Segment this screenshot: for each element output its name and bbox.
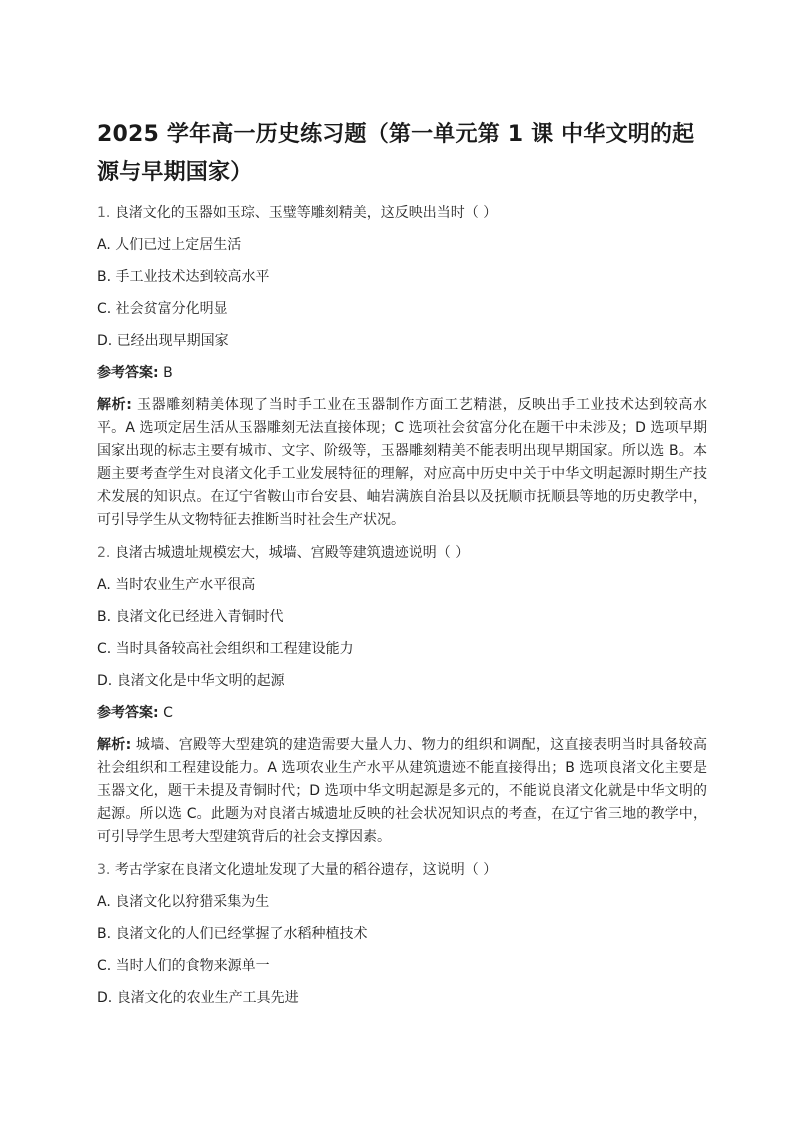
question-text: 考古学家在良渚文化遗址发现了大量的稻谷遗存，这说明（ ） [114,862,498,878]
question-3 [97,859,707,1009]
explanation-label: 解析: [97,737,132,753]
option-a: A. 人们已过上定居生活 [97,237,242,253]
question-stem [97,202,707,224]
answer-label: 参考答案: [97,705,159,721]
option-d: D. 良渚文化的农业生产工具先进 [97,990,299,1006]
question-text: 良渚古城遗址规模宏大，城墙、宫殿等建筑遗迹说明（ ） [114,545,470,561]
option-a: A. 良渚文化以狩猎采集为生 [97,894,270,910]
document-page [97,116,707,1019]
answer-line [97,362,707,384]
option-b: B. 良渚文化的人们已经掌握了水稻种植技术 [97,926,368,942]
question-stem [97,542,707,564]
question-stem [97,859,707,881]
option-d: D. 良渚文化是中华文明的起源 [97,673,285,689]
answer-label: 参考答案: [97,365,159,381]
explanation-label: 解析: [97,397,132,413]
option-c: C. 社会贫富分化明显 [97,301,228,317]
option-c: C. 当时人们的食物来源单一 [97,958,270,974]
document-title: 2025 学年高一历史练习题（第一单元第 1 课 中华文明的起源与早期国家） [97,122,695,185]
explanation-text: 城墙、宫殿等大型建筑的建造需要大量人力、物力的组织和调配，这直接表明当时具备较高社会组织和工程建设能力。A 选项农业生产水平从建筑遗迹不能直接得出；B 选项良渚文化主要是玉器文化，题干未提及青铜时代；D 选项中华文明起源是多元的，不能说良渚文化就是中华文明的起源。所以选 C。此题为对良渚古城遗址反映的社会状况知识点的考查，在辽宁省三地的教学中，可引导学生思考大型建筑背后的社会支撑因素。 [97,737,708,845]
option-a: A. 当时农业生产水平很高 [97,577,256,593]
answer-line [97,702,707,724]
option-d: D. 已经出现早期国家 [97,333,229,349]
answer-value: C [163,705,173,721]
explanation [97,734,707,849]
question-number: 3. [97,862,111,878]
explanation [97,394,707,532]
question-2 [97,542,707,849]
option-c: C. 当时具备较高社会组织和工程建设能力 [97,641,354,657]
option-b: B. 良渚文化已经进入青铜时代 [97,609,284,625]
question-text: 良渚文化的玉器如玉琮、玉璧等雕刻精美，这反映出当时（ ） [114,205,498,221]
question-number: 1. [97,205,111,221]
explanation-text: 玉器雕刻精美体现了当时手工业在玉器制作方面工艺精湛，反映出手工业技术达到较高水平。A 选项定居生活从玉器雕刻无法直接体现；C 选项社会贫富分化在题干中未涉及；D 选项早期国家出现的标志主要有城市、文字、阶级等，玉器雕刻精美不能表明出现早期国家。所以选 B。本题主要考查学生对良渚文化手工业发展特征的理解，对应高中历史中关于中华文明起源时期生产技术发展的知识点。在辽宁省鞍山市台安县、岫岩满族自治县以及抚顺市抚顺县等地的历史教学中，可引导学生从文物特征去推断当时社会生产状况。 [97,397,708,528]
question-number: 2. [97,545,111,561]
question-1 [97,202,707,532]
answer-value: B [163,365,173,381]
option-b: B. 手工业技术达到较高水平 [97,269,270,285]
